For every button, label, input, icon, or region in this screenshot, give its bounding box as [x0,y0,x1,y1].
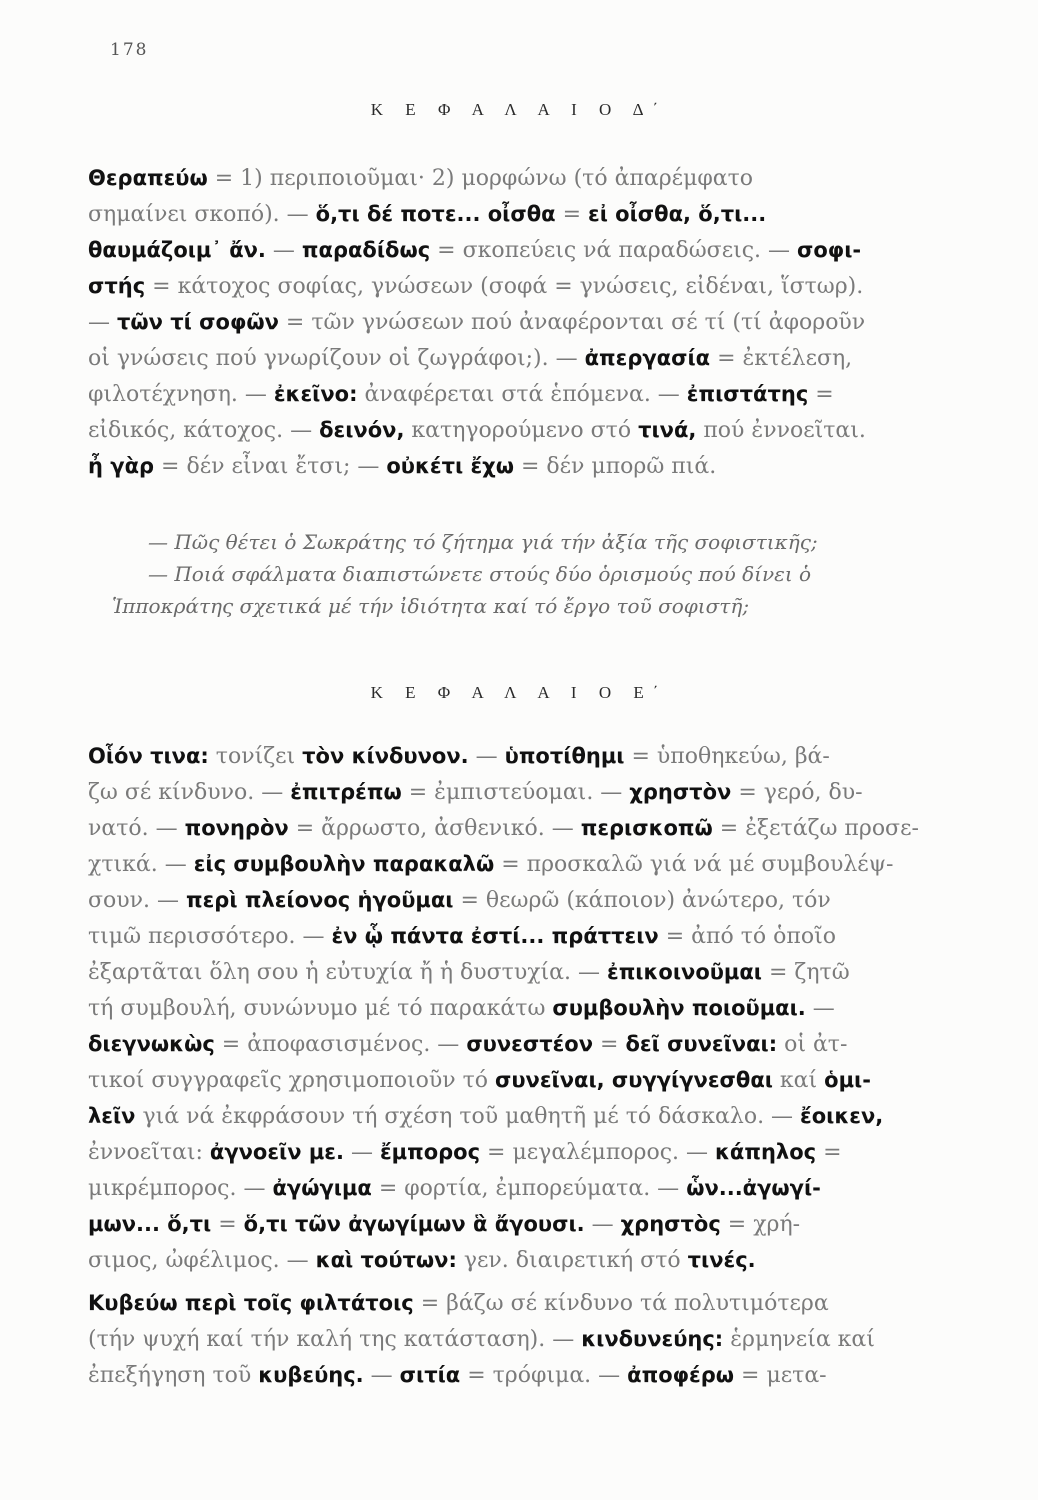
gloss-text: = χρή- [720,1212,801,1237]
text-line [88,1026,960,1062]
gloss-text: οἱ γνώσεις πού γνωρίζουν οἱ ζωγράφοι;). — [88,346,585,371]
gloss-text: = τρόφιμα. — [460,1363,628,1388]
glossary-term: δεῖ συνεῖναι: [625,1032,778,1056]
gloss-text: = [211,1212,244,1237]
text-line [88,810,960,846]
chapter-5-glossary [88,738,960,1278]
gloss-text: φιλοτέχνηση. — [88,382,274,407]
chapter-4-questions [88,526,960,622]
text-line [88,376,960,412]
glossary-term: ἐπικοινοῦμαι [607,960,762,984]
gloss-text: = γερό, δυ- [731,780,863,805]
glossary-term: εἰ οἶσθα, ὅ,τι... [588,202,767,226]
gloss-text: πού ἐννοεῖται. [696,418,866,443]
gloss-text: τονίζει [208,744,303,769]
gloss-text: ἀναφέρεται στά ἑπόμενα. — [357,382,687,407]
gloss-text: = [555,202,588,227]
gloss-text: = δέν μπορῶ πιά. [513,454,717,479]
gloss-text: = ἐξετάζω προσε- [712,816,919,841]
page-number: 178 [110,40,149,60]
glossary-term: μων... ὅ,τι [88,1212,212,1236]
text-line [88,1062,960,1098]
gloss-text: = [593,1032,626,1057]
glossary-term: τὸν κίνδυνον. [302,744,469,768]
glossary-term: ὁμι- [824,1068,871,1092]
glossary-term: χρηστὸς [620,1212,721,1236]
text-line [88,990,960,1026]
text-line [88,1242,960,1278]
text-line [88,1357,960,1393]
glossary-term: ἀγνοεῖν με. [209,1140,344,1164]
gloss-text: γεν. διαιρετική στό [456,1248,688,1273]
glossary-term: Θεραπεύω [88,166,208,190]
glossary-term: συνεῖναι, συγγίγνεσθαι [495,1068,773,1092]
text-line [88,918,960,954]
gloss-text: σουν. — [88,888,186,913]
glossary-term: Οἷόν τινα: [88,744,209,768]
gloss-text: = ἄρρωστο, ἀσθενικό. — [288,816,581,841]
gloss-text: ζω σέ κίνδυνο. — [88,780,291,805]
glossary-term: τινές. [687,1248,756,1272]
glossary-term: Κυβεύω περὶ τοῖς φιλτάτοις [88,1291,414,1315]
gloss-text: — [265,238,302,263]
glossary-term: ἀγώγιμα [272,1176,372,1200]
glossary-term: θαυμάζοιμ᾽ ἄν. [88,238,266,262]
glossary-term: ἔοικεν, [800,1104,884,1128]
gloss-text: = βάζω σέ κίνδυνο τά πολυτιμότερα [413,1291,829,1316]
glossary-term: ἐπιστάτης [686,382,809,406]
glossary-term: ἐπιτρέπω [290,780,402,804]
gloss-text: = κάτοχος σοφίας, γνώσεων (σοφά = γνώσεις, εἰδέναι, ἵστωρ). [145,274,864,299]
text-line [88,160,960,196]
text-line [88,1206,960,1242]
gloss-text: = ὑποθηκεύω, βά- [624,744,830,769]
glossary-term: ἐν ᾧ πάντα ἐστί... πράττειν [331,924,659,948]
glossary-term: περὶ πλείονος ἡγοῦμαι [186,888,454,912]
text-line [88,304,960,340]
gloss-text: = μεγαλέμπορος. — [480,1140,716,1165]
question-line: — Ποιά σφάλματα διαπιστώνετε στούς δύο ὁρισμούς πού δίνει ὁ [148,562,812,586]
gloss-text: σημαίνει σκοπό). — [88,202,316,227]
text-line [88,954,960,990]
gloss-text: τικοί συγγραφεῖς χρησιμοποιοῦν τό [88,1068,495,1093]
glossary-term: κυβεύης. [258,1363,364,1387]
gloss-text: — [88,310,117,335]
gloss-text: = προσκαλῶ γιά νά μέ συμβουλέψ- [494,852,894,877]
gloss-text: = μετα- [734,1363,827,1388]
glossary-term: ἐκεῖνο: [273,382,358,406]
gloss-text: τή συμβουλή, συνώνυμο μέ τό παρακάτω [88,996,553,1021]
gloss-text: μικρέμπορος. — [88,1176,273,1201]
glossary-term: τῶν τί σοφῶν [117,310,279,334]
gloss-text: — [584,1212,621,1237]
chapter-5-heading: Κ Ε Φ Α Λ Α Ι Ο Ε΄ [370,683,668,702]
glossary-term: σοφι- [797,238,862,262]
gloss-text: = σκοπεύεις νά παραδώσεις. — [430,238,798,263]
gloss-text: οἱ ἀτ- [777,1032,848,1057]
glossary-term: ὅ,τι δέ ποτε... οἶσθα [315,202,556,226]
glossary-term: εἰς συμβουλὴν παρακαλῶ [193,852,495,876]
chapter-5-glossary-continued [88,1285,960,1393]
glossary-term: σιτία [399,1363,461,1387]
chapter-4-heading: Κ Ε Φ Α Λ Α Ι Ο Δ΄ [370,100,668,119]
gloss-text: = ζητῶ [762,960,850,985]
gloss-text: = ἀπό τό ὁποῖο [658,924,836,949]
text-line [88,232,960,268]
gloss-text: ἐπεξήγηση τοῦ [88,1363,259,1388]
glossary-term: πονηρὸν [184,816,289,840]
glossary-term: δεινόν, [319,418,405,442]
gloss-text: — [468,744,505,769]
gloss-text: γιά νά ἐκφράσουν τή σχέση τοῦ μαθητῆ μέ τό δάσκαλο. — [135,1104,801,1129]
gloss-text: εἰδικός, κάτοχος. — [88,418,320,443]
glossary-term: καὶ τούτων: [315,1248,457,1272]
gloss-text: — [343,1140,380,1165]
glossary-term: διεγνωκὼς [88,1032,215,1056]
gloss-text: σιμος, ὠφέλιμος. — [88,1248,316,1273]
glossary-term: κάπηλος [715,1140,817,1164]
gloss-text: = θεωρῶ (κάποιον) ἀνώτερο, τόν [453,888,831,913]
glossary-term: ὑποτίθημι [504,744,625,768]
question-line: — Πῶς θέτει ὁ Σωκράτης τό ζήτημα γιά τήν ἀξία τῆς σοφιστικῆς; [148,530,818,554]
text-line [88,774,960,810]
glossary-term: ἦ γὰρ [88,454,155,478]
text-line [88,448,960,484]
gloss-text: = ἐμπιστεύομαι. — [401,780,630,805]
glossary-term: παραδίδως [301,238,431,262]
text-line [88,412,960,448]
gloss-text: (τήν ψυχή καί τήν καλή της κατάσταση). — [88,1327,582,1352]
gloss-text: = 1) περιποιοῦμαι· 2) μορφώνω (τό ἀπαρέμφατο [207,166,754,191]
gloss-text: ἐννοεῖται: [88,1140,210,1165]
question-line: Ἱπποκράτης σχετικά μέ τήν ἰδιότητα καί τό ἔργο τοῦ σοφιστῆ; [112,594,750,618]
text-line [88,846,960,882]
glossary-term: περισκοπῶ [580,816,713,840]
glossary-term: συνεστέον [466,1032,594,1056]
glossary-term: ἀποφέρω [627,1363,735,1387]
gloss-text: ἑρμηνεία καί [723,1327,875,1352]
text-line [88,268,960,304]
gloss-text: κατηγορούμενο στό [404,418,639,443]
text-line [88,1098,960,1134]
gloss-text: = φορτία, ἐμπορεύματα. — [371,1176,687,1201]
glossary-term: οὐκέτι ἔχω [386,454,514,478]
gloss-text: καί [772,1068,825,1093]
glossary-term: στής [88,274,146,298]
glossary-term: χρηστὸν [629,780,732,804]
text-line [88,1134,960,1170]
gloss-text: = ἀποφασισμένος. — [214,1032,467,1057]
chapter-4-glossary [88,160,960,484]
glossary-term: ἀπεργασία [584,346,711,370]
glossary-term: τινά, [638,418,697,442]
gloss-text: τιμῶ περισσότερο. — [88,924,332,949]
text-line [88,738,960,774]
gloss-text: = [816,1140,842,1165]
glossary-term: συμβουλὴν ποιοῦμαι. [552,996,806,1020]
glossary-term: λεῖν [88,1104,136,1128]
text-line [88,1321,960,1357]
text-line [88,196,960,232]
gloss-text: χτικά. — [88,852,194,877]
gloss-text: — [805,996,835,1021]
gloss-text: = ἐκτέλεση, [710,346,853,371]
gloss-text: = δέν εἶναι ἔτσι; — [154,454,387,479]
glossary-term: κινδυνεύης: [581,1327,724,1351]
text-line [88,340,960,376]
text-line [88,1285,960,1321]
gloss-text: ἐξαρτᾶται ὅλη σου ἡ εὐτυχία ἤ ἡ δυστυχία. — [88,960,607,985]
gloss-text: νατό. — [88,816,185,841]
gloss-text: = [808,382,834,407]
gloss-text: — [363,1363,400,1388]
text-line [88,882,960,918]
glossary-term: ὅ,τι τῶν ἀγωγίμων ἃ ἄγουσι. [243,1212,585,1236]
gloss-text: = τῶν γνώσεων πού ἀναφέρονται σέ τί (τί ἀφοροῦν [278,310,866,335]
glossary-term: ὧν...ἀγωγί- [686,1176,821,1200]
glossary-term: ἔμπορος [379,1140,481,1164]
text-line [88,1170,960,1206]
